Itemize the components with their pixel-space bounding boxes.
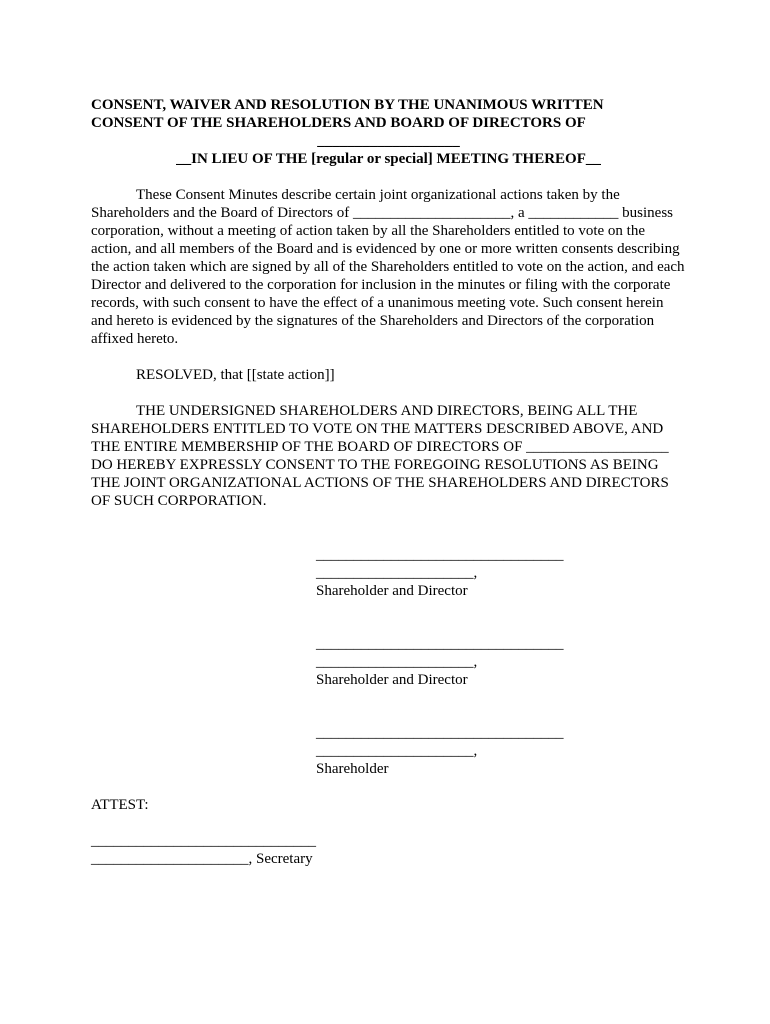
attest-block (91, 796, 686, 868)
lieu-heading: __IN LIEU OF THE [regular or special] MEETING THEREOF__ (176, 151, 601, 167)
resolved-clause: RESOLVED, that [[state action]] (136, 367, 335, 383)
signer-name-line: _____________________, (316, 654, 478, 670)
secretary-name-line: _____________________, Secretary (91, 851, 313, 867)
signature-block-1 (316, 546, 686, 600)
signer-role: Shareholder and Director (316, 583, 468, 599)
signer-name-line: _____________________, (316, 743, 478, 759)
signer-name-line: _____________________, (316, 565, 478, 581)
attest-signature-line: ______________________________ (91, 833, 316, 849)
signature-line: _________________________________ (316, 636, 564, 652)
document-page (91, 96, 686, 868)
document-title-line-2: CONSENT OF THE SHAREHOLDERS AND BOARD OF DIRECTORS OF (91, 115, 586, 131)
signer-role: Shareholder and Director (316, 672, 468, 688)
signature-line: _________________________________ (316, 547, 564, 563)
attest-label: ATTEST: (91, 797, 149, 813)
signature-block-3 (316, 724, 686, 778)
consent-paragraph: THE UNDERSIGNED SHAREHOLDERS AND DIRECTORS, BEING ALL THE SHAREHOLDERS ENTITLED TO VOTE ON THE MATTERS DESCRIBED ABOVE, AND THE ENTIRE MEMBERSHIP OF THE BOARD OF DIRECTORS OF ___________________ DO HEREBY EXPRESSLY CONSENT TO THE FOREGOING RESOLUTIONS AS BEING THE JOINT ORGANIZATIONAL ACTIONS OF THE SHAREHOLDERS AND DIRECTORS OF SUCH CORPORATION. (91, 403, 669, 509)
company-name-blank: ___________________ (317, 133, 460, 149)
signer-role: Shareholder (316, 761, 389, 777)
signature-block-2 (316, 635, 686, 689)
signature-line: _________________________________ (316, 725, 564, 741)
document-title-line-1: CONSENT, WAIVER AND RESOLUTION BY THE UNANIMOUS WRITTEN (91, 97, 604, 113)
intro-paragraph: These Consent Minutes describe certain joint organizational actions taken by the Shareholders and the Board of Directors of _____________________, a ____________ business corporation, without a meeting of action taken by all the Shareholders entitled to vote on the action, and all members of the Board and is evidenced by one or more written consents describing the action taken which are signed by all of the Shareholders entitled to vote on the action, and each Director and delivered to the corporation for inclusion in the minutes or filing with the corporate records, with such consent to have the effect of a unanimous meeting vote. Such consent herein and hereto is evidenced by the signatures of the Shareholders and Directors of the corporation affixed hereto. (91, 187, 685, 347)
